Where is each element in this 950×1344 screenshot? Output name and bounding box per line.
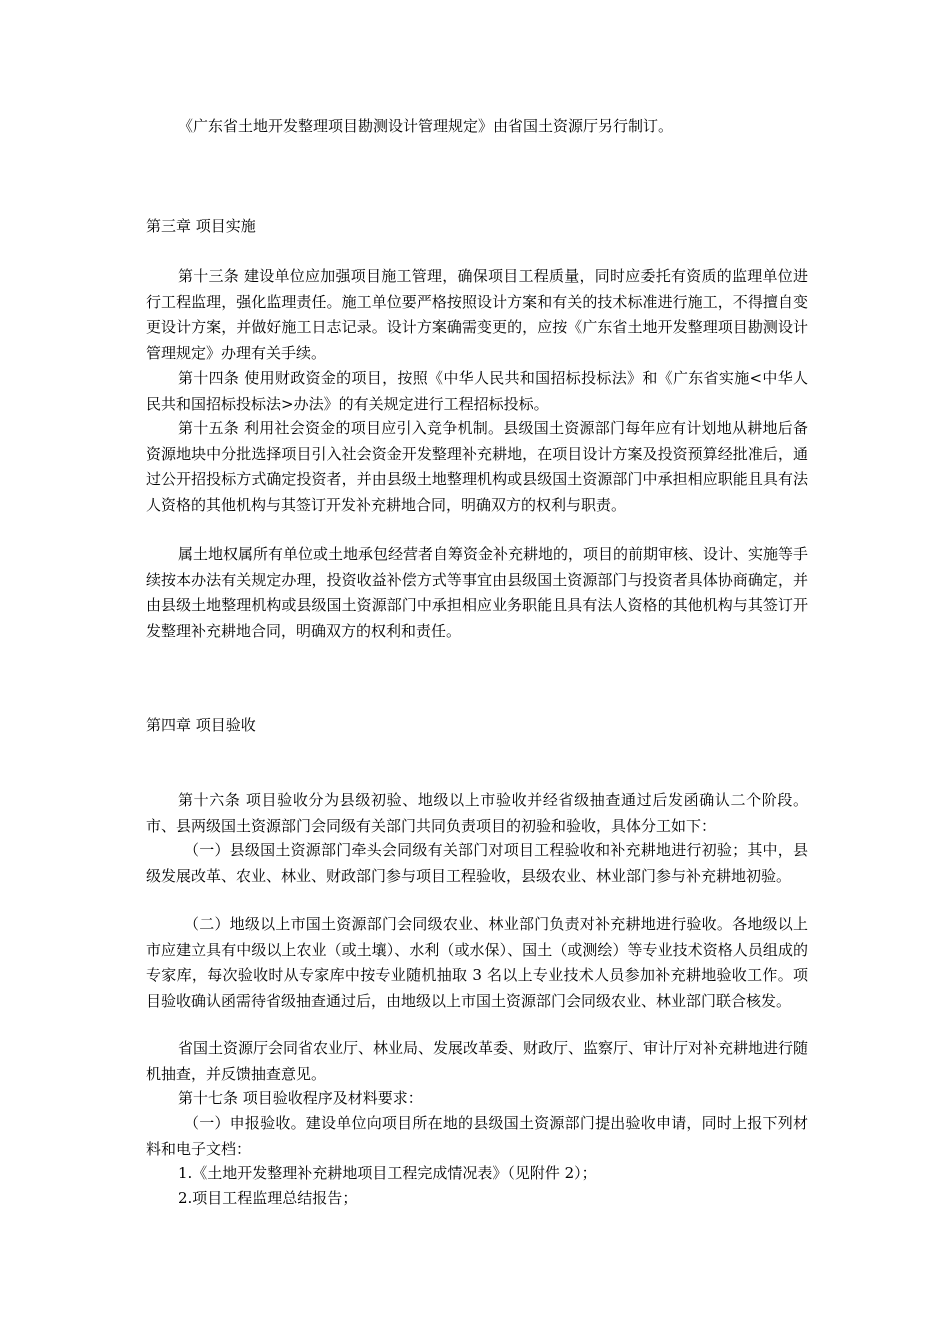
article-16-paragraph-3: 省国土资源厅会同省农业厅、林业局、发展改革委、财政厅、监察厅、审计厅对补充耕地进行随机抽查，并反馈抽查意见。 — [146, 1039, 809, 1083]
intro-paragraph: 《广东省土地开发整理项目勘测设计管理规定》由省国土资源厅另行制订。 — [178, 117, 674, 135]
article-15: 第十五条 利用社会资金的项目应引入竞争机制。县级国土资源部门每年应有计划地从耕地后备资源地块中分批选择项目引入社会资金开发整理补充耕地，在项目设计方案及投资预算经批准后，通过公开招投标方式确定投资者，并由县级土地整理机构或县级国土资源部门中承担相应职能且具有法人资格的其他机构与其签订开发补充耕地合同，明确双方的权利与职责。 — [146, 419, 808, 514]
article-16-item-2: （二）地级以上市国土资源部门会同级农业、林业部门负责对补充耕地进行验收。各地级以上市应建立具有中级以上农业（或土壤）、水利（或水保）、国土（或测绘）等专业技术资格人员组成的专家库，每次验收时从专家库中按专业随机抽取 3 名以上专业技术人员参加补充耕地验收工作。项目验收确认函需待省级抽查通过后，由地级以上市国土资源部门会同级农业、林业部门联合核发。 — [146, 915, 808, 1010]
chapter-3-title: 第三章 项目实施 — [146, 217, 256, 235]
article-15-paragraph-2: 属土地权属所有单位或土地承包经营者自筹资金补充耕地的，项目的前期审核、设计、实施等手续按本办法有关规定办理，投资收益补偿方式等事宜由县级国土资源部门与投资者具体协商确定，并由县级土地整理机构或县级国土资源部门中承担相应业务职能且具有法人资格的其他机构与其签订开发整理补充耕地合同，明确双方的权利和责任。 — [146, 545, 809, 640]
material-list-item-2: 2.项目工程监理总结报告； — [178, 1189, 358, 1207]
article-17-item-1: （一）申报验收。建设单位向项目所在地的县级国土资源部门提出验收申请，同时上报下列材料和电子文档： — [146, 1114, 808, 1158]
material-list-item-1: 1.《土地开发整理补充耕地项目工程完成情况表》（见附件 2）； — [178, 1164, 597, 1182]
chapter-4-title: 第四章 项目验收 — [146, 716, 256, 734]
article-13: 第十三条 建设单位应加强项目施工管理，确保项目工程质量，同时应委托有资质的监理单位进行工程监理，强化监理责任。施工单位要严格按照设计方案和有关的技术标准进行施工，不得擅自变更设计方案，并做好施工日志记录。设计方案确需变更的，应按《广东省土地开发整理项目勘测设计管理规定》办理有关手续。 — [146, 267, 808, 362]
article-16: 第十六条 项目验收分为县级初验、地级以上市验收并经省级抽查通过后发函确认二个阶段。市、县两级国土资源部门会同级有关部门共同负责项目的初验和验收，具体分工如下： — [146, 791, 808, 835]
article-14: 第十四条 使用财政资金的项目，按照《中华人民共和国招标投标法》和《广东省实施<中华人民共和国招标投标法>办法》的有关规定进行工程招标投标。 — [146, 369, 808, 413]
article-17: 第十七条 项目验收程序及材料要求： — [178, 1089, 423, 1107]
article-16-item-1: （一）县级国土资源部门牵头会同级有关部门对项目工程验收和补充耕地进行初验；其中，县级发展改革、农业、林业、财政部门参与项目工程验收，县级农业、林业部门参与补充耕地初验。 — [146, 841, 808, 885]
